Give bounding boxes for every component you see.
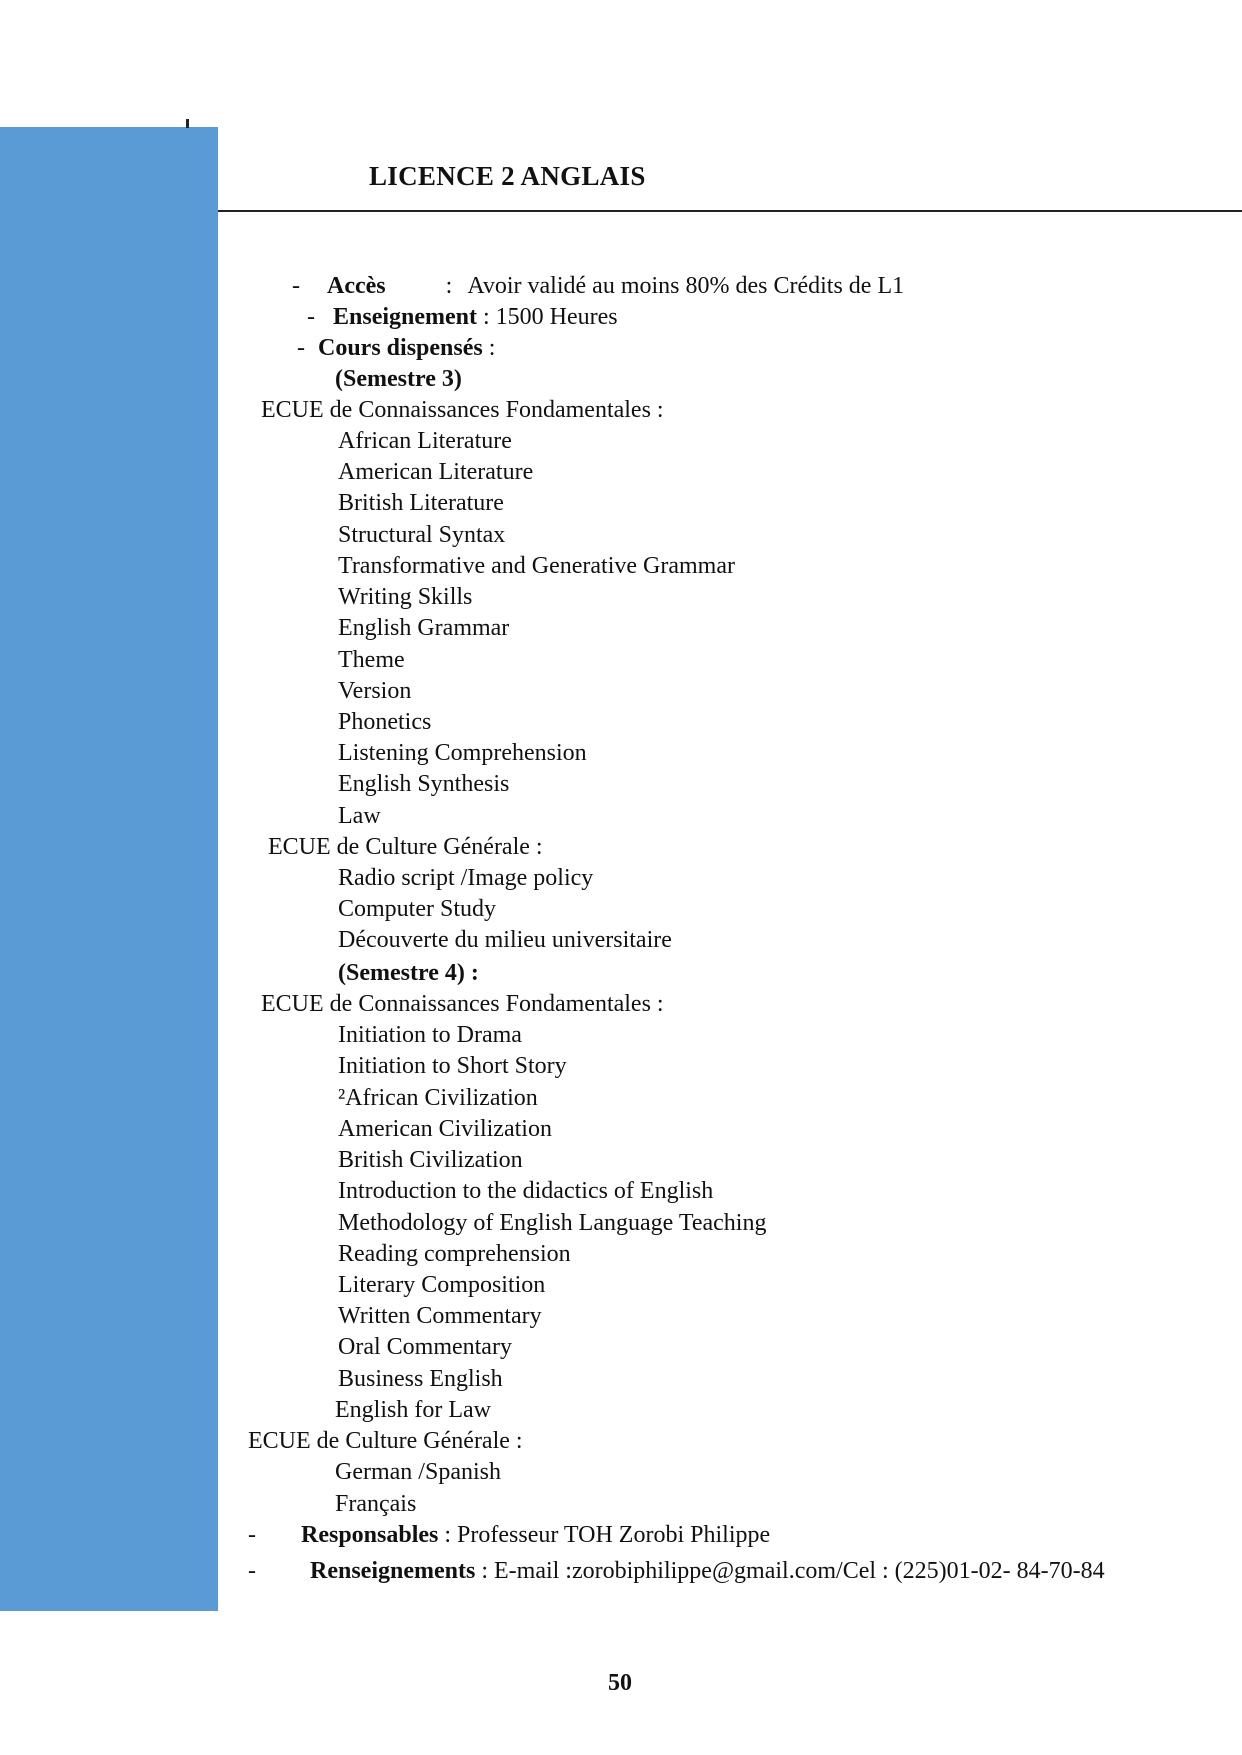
course-item: British Literature <box>338 490 504 516</box>
s4-general-heading: ECUE de Culture Générale : <box>248 1428 523 1454</box>
course-item: German /Spanish <box>335 1459 501 1485</box>
bullet-dash: - <box>248 1522 256 1548</box>
page-number: 50 <box>608 1670 632 1696</box>
course-item: Structural Syntax <box>338 522 506 548</box>
course-item: Découverte du milieu universitaire <box>338 927 672 953</box>
responsables-value: : Professeur TOH Zorobi Philippe <box>438 1522 771 1548</box>
course-item: Writing Skills <box>338 584 473 610</box>
course-item: Oral Commentary <box>338 1334 512 1360</box>
teaching-value: : 1500 Heures <box>477 304 618 330</box>
course-item: British Civilization <box>338 1147 523 1173</box>
access-separator: : <box>445 273 453 299</box>
courses-row <box>297 333 495 363</box>
course-item: Reading comprehension <box>338 1241 571 1267</box>
course-item: Methodology of English Language Teaching <box>338 1210 767 1236</box>
teaching-label: Enseignement <box>333 304 477 330</box>
s4-fundamental-heading: ECUE de Connaissances Fondamentales : <box>261 991 664 1017</box>
semester4-heading: (Semestre 4) : <box>338 960 479 986</box>
courses-label: Cours dispensés <box>318 335 483 361</box>
course-item: English Synthesis <box>338 771 510 797</box>
bullet-dash: - <box>292 273 300 299</box>
course-item: Listening Comprehension <box>338 740 587 766</box>
course-item: ²African Civilization <box>338 1085 538 1111</box>
access-row <box>292 271 904 301</box>
header-rule <box>218 210 1242 212</box>
course-item: Theme <box>338 647 405 673</box>
responsables-label: Responsables <box>301 1522 439 1548</box>
renseignements-label: Renseignements <box>310 1558 476 1584</box>
course-item: Introduction to the didactics of English <box>338 1178 714 1204</box>
course-item: Business English <box>338 1366 503 1392</box>
renseignements-row <box>248 1556 1105 1586</box>
bullet-dash: - <box>307 304 315 330</box>
course-item: Phonetics <box>338 709 432 735</box>
course-item: Initiation to Short Story <box>338 1053 567 1079</box>
course-item: American Civilization <box>338 1116 552 1142</box>
course-item: Transformative and Generative Grammar <box>338 553 735 579</box>
page-title: LICENCE 2 ANGLAIS <box>369 161 646 191</box>
access-value: Avoir validé au moins 80% des Crédits de L1 <box>467 273 905 299</box>
bullet-dash: - <box>297 335 305 361</box>
course-item: Computer Study <box>338 896 497 922</box>
tick-mark <box>186 119 189 128</box>
semester3-heading: (Semestre 3) <box>335 366 462 392</box>
sidebar-band <box>0 127 218 1611</box>
s3-fundamental-heading: ECUE de Connaissances Fondamentales : <box>261 397 664 423</box>
course-item: Literary Composition <box>338 1272 546 1298</box>
course-item: American Literature <box>338 459 534 485</box>
courses-value: : <box>482 335 496 361</box>
course-item: English for Law <box>335 1397 491 1423</box>
bullet-dash: - <box>248 1558 256 1584</box>
course-item: African Literature <box>338 428 512 454</box>
course-item: Version <box>338 678 412 704</box>
course-item: Français <box>335 1491 417 1517</box>
access-label: Accès <box>327 273 386 299</box>
teaching-row <box>307 302 618 332</box>
renseignements-value: : E-mail :zorobiphilippe@gmail.com/Cel : (225)01-02- 84-70-84 <box>475 1558 1105 1584</box>
course-item: Written Commentary <box>338 1303 542 1329</box>
course-item: Radio script /Image policy <box>338 865 594 891</box>
course-item: Law <box>338 803 381 829</box>
s3-general-heading: ECUE de Culture Générale : <box>268 834 543 860</box>
responsables-row <box>248 1520 770 1550</box>
course-item: English Grammar <box>338 615 510 641</box>
course-item: Initiation to Drama <box>338 1022 522 1048</box>
